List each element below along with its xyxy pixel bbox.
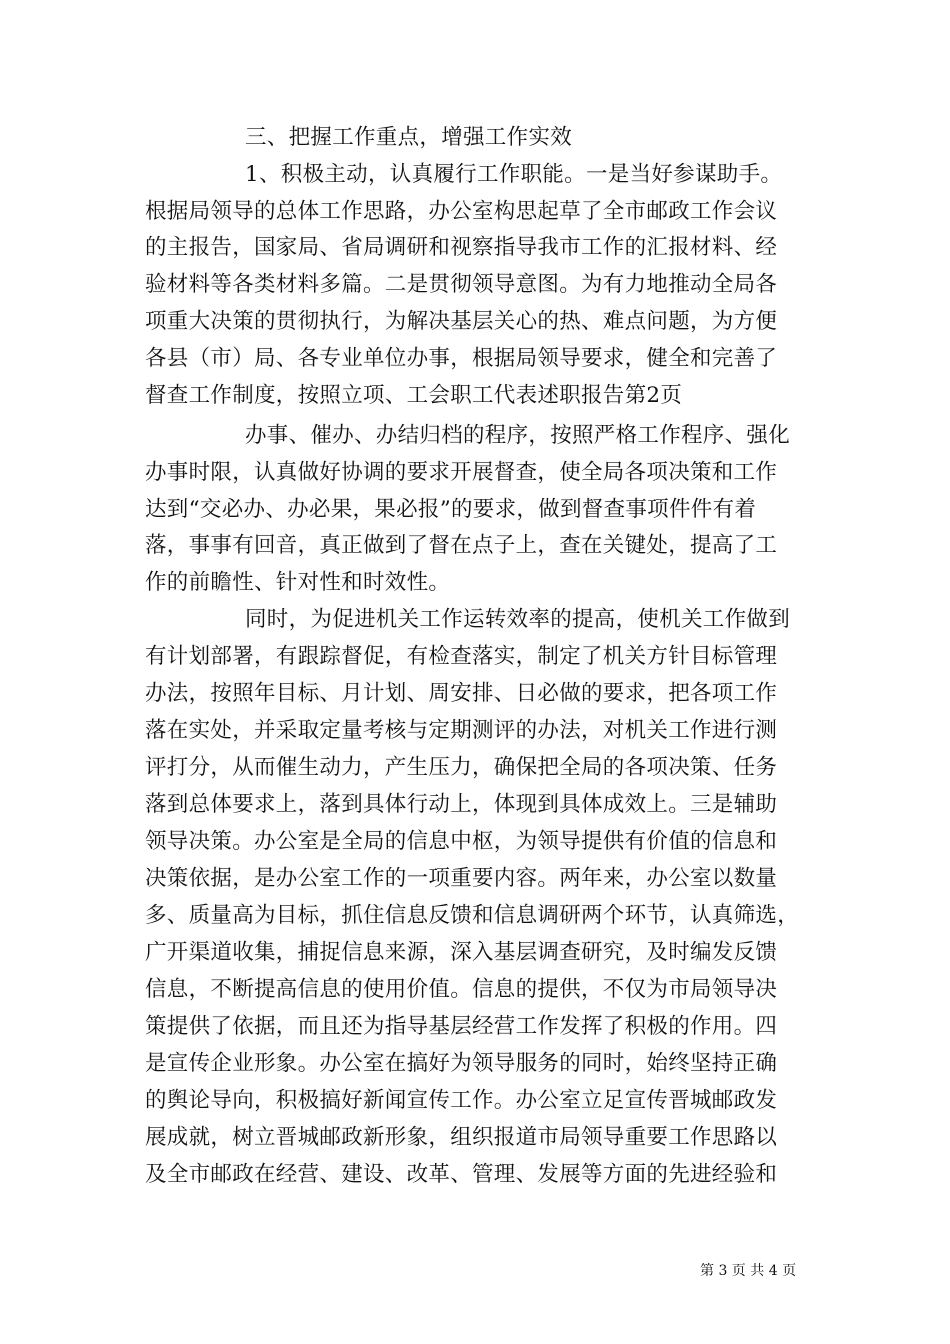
paragraph-line: 展成就，树立晋城邮政新形象，组织报道市局领导重要工作思路以 — [145, 1125, 778, 1150]
paragraph-line: 办法，按照年目标、月计划、周安排、日必做的要求，把各项工作 — [145, 681, 778, 706]
paragraph-line: 项重大决策的贯彻执行，为解决基层关心的热、难点问题，为方便 — [145, 309, 778, 334]
paragraph-line: 评打分，从而催生动力，产生压力，确保把全局的各项决策、任务 — [145, 755, 778, 780]
paragraph-line: 督查工作制度，按照立项、工会职工代表述职报告第2页 — [145, 383, 683, 408]
page-number-footer — [700, 1262, 796, 1280]
section-heading: 三、把握工作重点，增强工作实效 — [245, 125, 573, 150]
paragraph-line: 领导决策。办公室是全局的信息中枢，为领导提供有价值的信息和 — [145, 829, 778, 854]
paragraph-line: 各县（市）局、各专业单位办事，根据局领导要求，健全和完善了 — [145, 346, 778, 371]
paragraph-line: 信息，不断提高信息的使用价值。信息的提供，不仅为市局领导决 — [145, 977, 778, 1002]
paragraph-line: 落在实处，并采取定量考核与定期测评的办法，对机关工作进行测 — [145, 718, 778, 743]
paragraph-line: 同时，为促进机关工作运转效率的提高，使机关工作做到 — [245, 607, 791, 632]
paragraph-line: 的主报告，国家局、省局调研和视察指导我市工作的汇报材料、经 — [145, 235, 778, 260]
paragraph-line: 办事、催办、办结归档的程序，按照严格工作程序、强化 — [245, 423, 791, 448]
page-number-label: 第 3 页 共 4 页 — [700, 1263, 797, 1279]
paragraph-line: 达到“交必办、办必果，果必报”的要求，做到督查事项件件有着 — [145, 497, 757, 522]
paragraph-line: 是宣传企业形象。办公室在搞好为领导服务的同时，始终坚持正确 — [145, 1051, 778, 1076]
paragraph-line: 广开渠道收集，捕捉信息来源，深入基层调查研究，及时编发反馈 — [145, 940, 778, 965]
paragraph-line: 多、质量高为目标，抓住信息反馈和信息调研两个环节，认真筛选， — [145, 903, 800, 928]
paragraph-line: 决策依据，是办公室工作的一项重要内容。两年来，办公室以数量 — [145, 866, 778, 891]
paragraph-line: 1、积极主动，认真履行工作职能。一是当好参谋助手。 — [245, 162, 783, 187]
paragraph-line: 作的前瞻性、针对性和时效性。 — [145, 570, 451, 595]
paragraph-line: 的舆论导向，积极搞好新闻宣传工作。办公室立足宣传晋城邮政发 — [145, 1088, 778, 1113]
paragraph-line: 有计划部署，有跟踪督促，有检查落实，制定了机关方针目标管理 — [145, 644, 778, 669]
paragraph-line: 根据局领导的总体工作思路，办公室构思起草了全市邮政工作会议 — [145, 199, 778, 224]
paragraph-line: 落到总体要求上，落到具体行动上，体现到具体成效上。三是辅助 — [145, 792, 778, 817]
paragraph-line: 及全市邮政在经营、建设、改革、管理、发展等方面的先进经验和 — [145, 1162, 778, 1187]
paragraph-line: 落，事事有回音，真正做到了督在点子上，查在关键处，提高了工 — [145, 533, 778, 558]
paragraph-line: 策提供了依据，而且还为指导基层经营工作发挥了积极的作用。四 — [145, 1014, 778, 1039]
paragraph-line: 验材料等各类材料多篇。二是贯彻领导意图。为有力地推动全局各 — [145, 272, 778, 297]
paragraph-line: 办事时限，认真做好协调的要求开展督查，使全局各项决策和工作 — [145, 460, 778, 485]
